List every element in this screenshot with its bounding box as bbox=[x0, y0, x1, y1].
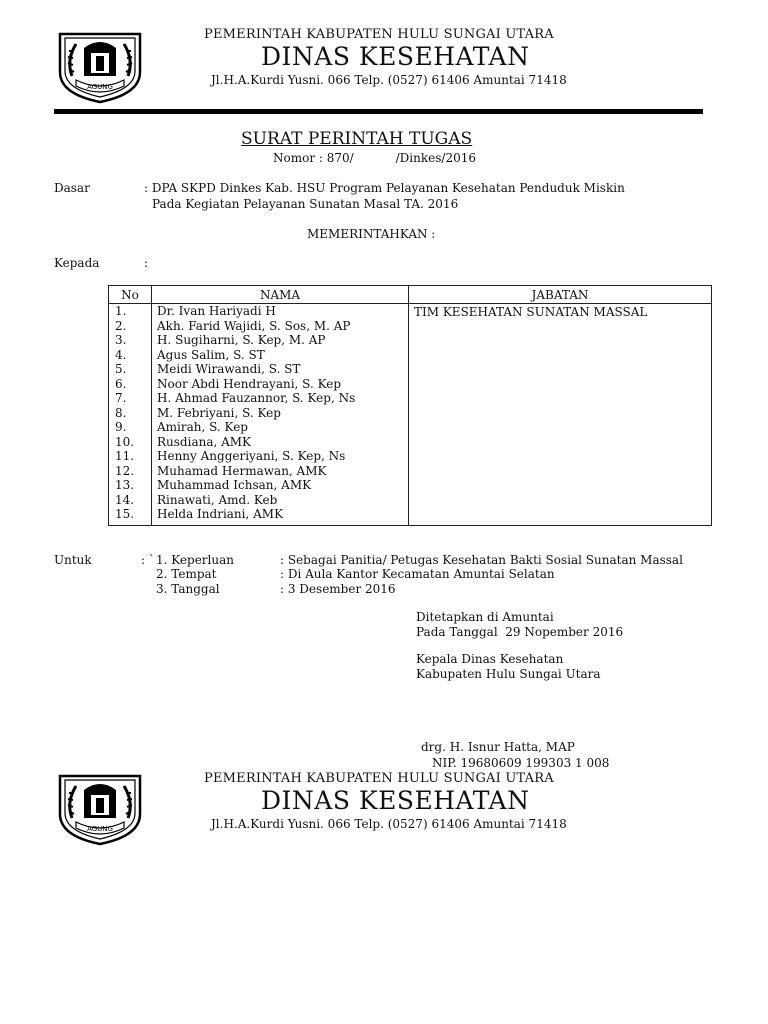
untuk-colon: : ` bbox=[141, 553, 155, 567]
agency-address: Jl.H.A.Kurdi Yusni. 066 Telp. (0527) 61406 Amuntai 71418 bbox=[211, 817, 567, 831]
logo-text: AGUNG bbox=[87, 83, 113, 91]
row-number: 7. bbox=[115, 391, 127, 405]
personnel-name: Dr. Ivan Hariyadi H bbox=[157, 304, 276, 318]
memerintahkan-heading: MEMERINTAHKAN : bbox=[307, 227, 436, 241]
agency-name: DINAS KESEHATAN bbox=[261, 42, 530, 71]
personnel-name: Noor Abdi Hendrayani, S. Kep bbox=[157, 376, 342, 391]
untuk-item-value: : 3 Desember 2016 bbox=[280, 582, 396, 596]
personnel-name: Muhammad Ichsan, AMK bbox=[157, 478, 312, 492]
personnel-name: H. Ahmad Fauzannor, S. Kep, Ns bbox=[157, 391, 356, 405]
government-name: PEMERINTAH KABUPATEN HULU SUNGAI UTARA bbox=[204, 27, 554, 42]
personnel-table bbox=[108, 285, 712, 526]
row-number: 6. bbox=[115, 376, 127, 391]
header-no: No bbox=[109, 286, 152, 304]
personnel-name: H. Sugiharni, S. Kep, M. AP bbox=[157, 333, 326, 347]
government-name: PEMERINTAH KABUPATEN HULU SUNGAI UTARA bbox=[204, 771, 554, 786]
document-number: Nomor : 870/ /Dinkes/2016 bbox=[273, 151, 476, 165]
document-title: SURAT PERINTAH TUGAS bbox=[241, 129, 473, 149]
signature-date: Pada Tanggal 29 Nopember 2016 bbox=[416, 625, 624, 639]
row-number: 15. bbox=[115, 507, 135, 521]
personnel-name: Meidi Wirawandi, S. ST bbox=[157, 362, 301, 376]
untuk-item-label: 2. Tempat bbox=[156, 567, 217, 581]
signature-place: Ditetapkan di Amuntai bbox=[416, 610, 554, 624]
untuk-item-value: : Di Aula Kantor Kecamatan Amuntai Selatan bbox=[280, 567, 555, 581]
table-header-row bbox=[109, 286, 712, 304]
personnel-name: Agus Salim, S. ST bbox=[157, 347, 265, 362]
signatory-nip: NIP. 19680609 199303 1 008 bbox=[432, 756, 610, 770]
row-number: 5. bbox=[115, 362, 127, 376]
personnel-name: Muhamad Hermawan, AMK bbox=[157, 463, 327, 478]
personnel-name: M. Febriyani, S. Kep bbox=[157, 405, 281, 420]
untuk-item-label: 1. Keperluan bbox=[156, 553, 234, 567]
untuk-item-value: : Sebagai Panitia/ Petugas Kesehatan Bakti Sosial Sunatan Massal bbox=[280, 553, 683, 567]
regency-logo bbox=[54, 770, 146, 846]
row-number: 13. bbox=[115, 478, 135, 492]
dasar-line-1: : DPA SKPD Dinkes Kab. HSU Program Pelayanan Kesehatan Penduduk Miskin bbox=[144, 181, 625, 195]
signatory-name: drg. H. Isnur Hatta, MAP bbox=[421, 740, 575, 754]
number-column bbox=[109, 304, 152, 526]
untuk-label: Untuk bbox=[54, 553, 92, 567]
row-number: 8. bbox=[115, 405, 127, 420]
row-number: 11. bbox=[115, 449, 135, 463]
kepada-label: Kepada bbox=[54, 256, 100, 270]
personnel-name: Amirah, S. Kep bbox=[157, 420, 248, 434]
header-nama: NAMA bbox=[152, 286, 409, 304]
position-column bbox=[409, 304, 712, 526]
dasar-label: Dasar bbox=[54, 181, 90, 195]
team-position: TIM KESEHATAN SUNATAN MASSAL bbox=[414, 305, 648, 319]
personnel-name: Akh. Farid Wajidi, S. Sos, M. AP bbox=[157, 318, 351, 333]
dasar-line-2: Pada Kegiatan Pelayanan Sunatan Masal TA. 2016 bbox=[152, 197, 459, 211]
row-number: 3. bbox=[115, 333, 127, 347]
row-number: 10. bbox=[115, 434, 135, 449]
regency-logo bbox=[54, 28, 146, 104]
row-number: 9. bbox=[115, 420, 127, 434]
personnel-name: Helda Indriani, AMK bbox=[157, 507, 284, 521]
row-number: 2. bbox=[115, 318, 127, 333]
kepada-colon: : bbox=[144, 256, 149, 270]
logo-text: AGUNG bbox=[87, 825, 113, 833]
personnel-name: Henny Anggeriyani, S. Kep, Ns bbox=[157, 449, 346, 463]
signature-position-2: Kabupaten Hulu Sungai Utara bbox=[416, 667, 601, 681]
agency-address: Jl.H.A.Kurdi Yusni. 066 Telp. (0527) 61406 Amuntai 71418 bbox=[211, 73, 567, 87]
untuk-item-label: 3. Tanggal bbox=[156, 582, 220, 596]
row-number: 4. bbox=[115, 347, 127, 362]
signature-position-1: Kepala Dinas Kesehatan bbox=[416, 652, 564, 666]
name-column bbox=[152, 304, 409, 526]
row-number: 14. bbox=[115, 492, 135, 507]
row-number: 1. bbox=[115, 304, 127, 318]
personnel-name: Rinawati, Amd. Keb bbox=[157, 492, 278, 507]
header-divider bbox=[54, 109, 703, 114]
agency-name: DINAS KESEHATAN bbox=[261, 786, 530, 815]
table-body-row bbox=[109, 304, 712, 526]
personnel-name: Rusdiana, AMK bbox=[157, 434, 252, 449]
header-jabatan: JABATAN bbox=[409, 286, 712, 304]
row-number: 12. bbox=[115, 463, 135, 478]
